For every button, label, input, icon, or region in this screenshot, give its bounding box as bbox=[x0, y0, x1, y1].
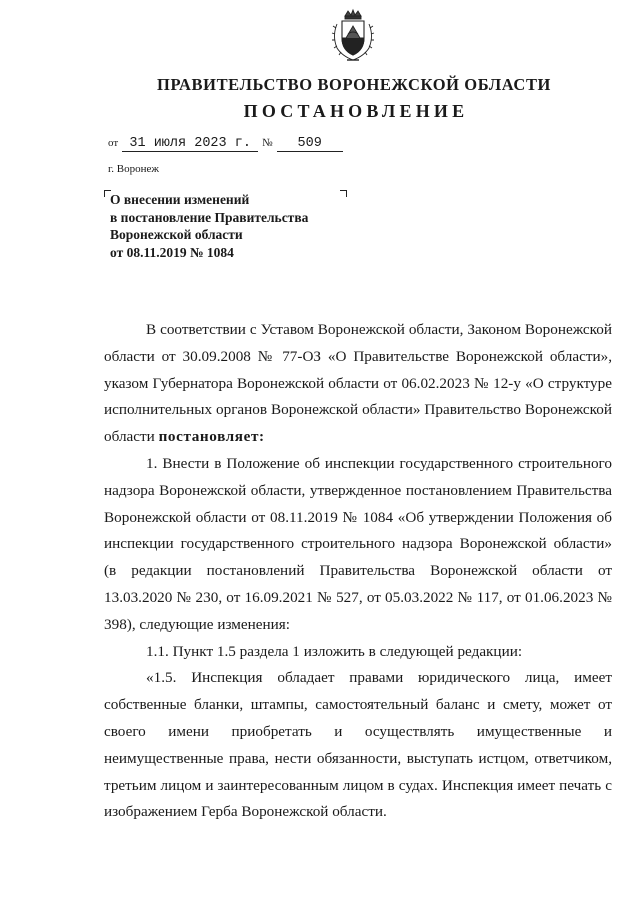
subject-line: от 08.11.2019 № 1084 bbox=[110, 244, 234, 260]
document-type: ПОСТАНОВЛЕНИЕ bbox=[243, 101, 469, 121]
subject-line: в постановление Правительства bbox=[110, 209, 309, 225]
document-body bbox=[104, 317, 612, 826]
date-label: от bbox=[108, 137, 119, 149]
document-number: 509 bbox=[277, 136, 343, 152]
paragraph-1-1: 1.1. Пункт 1.5 раздела 1 изложить в следующей редакции: bbox=[146, 642, 523, 660]
paragraph-1-5: «1.5. Инспекция обладает правами юридического лица, имеет собственные бланки, штампы, самостоятельный баланс и смету, может от своего имени приобретать и осуществлять имущественные и неимущественные права, нести обязанности, выступать истцом, ответчиком, третьим лицом и заинтересованным лицом в судах. Инспекция имеет печать с изображением Герба Воронежской области. bbox=[104, 669, 612, 821]
resolves-word: постановляет: bbox=[158, 428, 265, 446]
organization-name: ПРАВИТЕЛЬСТВО ВОРОНЕЖСКОЙ ОБЛАСТИ bbox=[157, 75, 551, 94]
subject-line: О внесении изменений bbox=[110, 192, 250, 207]
subject-line: Воронежской области bbox=[110, 227, 243, 242]
number-label: № bbox=[262, 137, 273, 149]
paragraph-1: 1. Внести в Положение об инспекции государственного строительного надзора Воронежской области, утвержденное постановлением Правительства Воронежской области от 08.11.2019 № 1084 «Об утверждении Положения об инспекции государственного строительного надзора Воронежской области» (в редакции постановлений Правительства Воронежской области от 13.03.2020 № 230, от 16.09.2021 № 527, от 05.03.2022 № 117, от 01.06.2023 № 398), следующие изменения: bbox=[104, 454, 612, 633]
preamble-paragraph bbox=[104, 317, 612, 451]
city: г. Воронеж bbox=[108, 163, 159, 175]
document-date: 31 июля 2023 г. bbox=[122, 136, 258, 152]
preamble-text: В соответствии с Уставом Воронежской области, Законом Воронежской области от 30.09.2008 № 77-ОЗ «О Правительстве Воронежской области», указом Губернатора Воронежской области от 06.02.2023 № 12-у «О структуре исполнительных органов Воронежской области» Правительство Воронежской области bbox=[104, 321, 612, 446]
document-subject bbox=[110, 191, 370, 261]
document-meta bbox=[108, 136, 343, 152]
coat-of-arms-icon bbox=[328, 8, 378, 64]
